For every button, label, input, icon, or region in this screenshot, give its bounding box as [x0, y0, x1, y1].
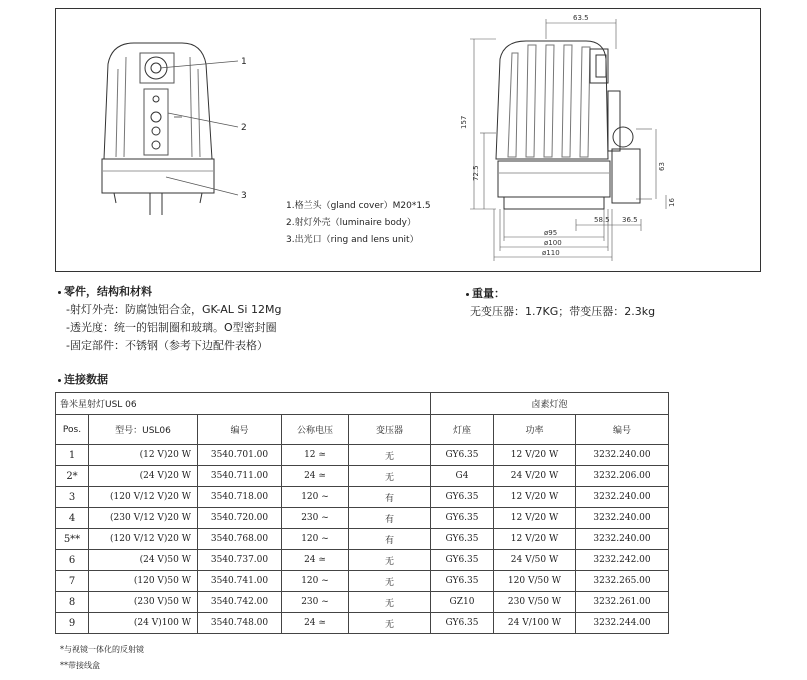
table-row: [56, 445, 669, 466]
connection-title-text: 连接数据: [64, 373, 108, 386]
dim-offset-b: 36.5: [622, 216, 638, 224]
cell-lamp-code: 3232.265.00: [576, 571, 669, 592]
front-view: [102, 43, 238, 215]
part-note-2: 2.射灯外壳（luminaire body）: [286, 218, 416, 228]
cell-power: 24 V/20 W: [494, 466, 576, 487]
cell-transformer: 有: [349, 487, 431, 508]
table-row: [56, 613, 669, 634]
cell-code: 3540.718.00: [198, 487, 282, 508]
cell-pos: 8: [56, 592, 89, 613]
cell-voltage: 230 ~: [282, 592, 349, 613]
cell-code: 3540.720.00: [198, 508, 282, 529]
part-note-1: 1.格兰头（gland cover）M20*1.5: [286, 201, 431, 211]
cell-socket: GY6.35: [431, 613, 494, 634]
header-model: 型号：USL06: [89, 415, 198, 445]
dimension-lines: [470, 19, 666, 261]
cell-voltage: 230 ~: [282, 508, 349, 529]
header-lamp-code: 编号: [576, 415, 669, 445]
dim-dia-outer: ø110: [542, 249, 560, 257]
cell-model: (120 V/12 V)20 W: [89, 487, 198, 508]
footnote-2: **带接线盒: [60, 661, 100, 670]
table-header-row: [56, 415, 669, 445]
cell-model: (120 V)50 W: [89, 571, 198, 592]
cell-lamp-code: 3232.240.00: [576, 445, 669, 466]
cell-lamp-code: 3232.240.00: [576, 487, 669, 508]
cell-pos: 9: [56, 613, 89, 634]
cell-transformer: 无: [349, 550, 431, 571]
cell-pos: 1: [56, 445, 89, 466]
cell-socket: GZ10: [431, 592, 494, 613]
components-title-text: 零件，结构和材料: [64, 285, 152, 298]
cell-lamp-code: 3232.240.00: [576, 529, 669, 550]
cell-model: (230 V/12 V)20 W: [89, 508, 198, 529]
table-row: [56, 487, 669, 508]
cell-socket: GY6.35: [431, 529, 494, 550]
cell-pos: 7: [56, 571, 89, 592]
cell-transformer: 有: [349, 529, 431, 550]
cell-socket: GY6.35: [431, 571, 494, 592]
cell-power: 12 V/20 W: [494, 487, 576, 508]
table-body: [56, 445, 669, 634]
callout-3: 3: [241, 191, 247, 201]
cell-pos: 2*: [56, 466, 89, 487]
cell-code: 3540.768.00: [198, 529, 282, 550]
cell-pos: 3: [56, 487, 89, 508]
cell-model: (230 V)50 W: [89, 592, 198, 613]
cell-power: 12 V/20 W: [494, 508, 576, 529]
cell-code: 3540.737.00: [198, 550, 282, 571]
cell-power: 12 V/20 W: [494, 529, 576, 550]
cell-pos: 6: [56, 550, 89, 571]
header-power: 功率: [494, 415, 576, 445]
cell-socket: GY6.35: [431, 445, 494, 466]
cell-lamp-code: 3232.244.00: [576, 613, 669, 634]
header-code: 编号: [198, 415, 282, 445]
cell-transformer: 无: [349, 445, 431, 466]
components-title: [58, 283, 152, 299]
cell-model: (24 V)20 W: [89, 466, 198, 487]
cell-model: (120 V/12 V)20 W: [89, 529, 198, 550]
cell-power: 12 V/20 W: [494, 445, 576, 466]
cell-model: (12 V)20 W: [89, 445, 198, 466]
dim-bracket-height: 63: [658, 162, 666, 171]
dim-body-height: 72.5: [472, 165, 480, 181]
cell-pos: 4: [56, 508, 89, 529]
table-group-row: [56, 393, 669, 415]
table-row: [56, 466, 669, 487]
dim-dia-mid: ø100: [544, 239, 562, 247]
callout-1: 1: [241, 57, 247, 67]
cell-lamp-code: 3232.242.00: [576, 550, 669, 571]
cell-socket: GY6.35: [431, 508, 494, 529]
cell-power: 230 V/50 W: [494, 592, 576, 613]
dim-foot-height: 16: [668, 198, 676, 207]
group-luminaire: 鲁米星射灯USL 06: [56, 393, 431, 415]
cell-pos: 5**: [56, 529, 89, 550]
side-view: [496, 41, 640, 209]
table-row: [56, 571, 669, 592]
bullet-icon: [58, 291, 61, 294]
component-line-1: -射灯外壳：防腐蚀铝合金，GK-AL Si 12Mg: [66, 303, 282, 316]
bullet-icon: [466, 293, 469, 296]
cell-power: 120 V/50 W: [494, 571, 576, 592]
cell-socket: GY6.35: [431, 550, 494, 571]
cell-transformer: 无: [349, 466, 431, 487]
cell-transformer: 无: [349, 613, 431, 634]
cell-lamp-code: 3232.240.00: [576, 508, 669, 529]
weight-title: [466, 285, 505, 301]
connection-title: [58, 371, 108, 387]
cell-code: 3540.748.00: [198, 613, 282, 634]
cell-socket: GY6.35: [431, 487, 494, 508]
table-row: [56, 508, 669, 529]
part-note-3: 3.出光口（ring and lens unit）: [286, 235, 419, 245]
cell-transformer: 无: [349, 571, 431, 592]
cell-voltage: 12 ≃: [282, 445, 349, 466]
dim-top-width: 63.5: [573, 14, 589, 22]
cell-model: (24 V)100 W: [89, 613, 198, 634]
bullet-icon: [58, 379, 61, 382]
cell-voltage: 120 ~: [282, 529, 349, 550]
cell-socket: G4: [431, 466, 494, 487]
callout-2: 2: [241, 123, 247, 133]
weight-line: 无变压器：1.7KG；带变压器：2.3kg: [470, 305, 656, 318]
cell-voltage: 120 ~: [282, 571, 349, 592]
cell-code: 3540.741.00: [198, 571, 282, 592]
component-line-3: -固定部件：不锈钢（参考下边配件表格）: [66, 339, 268, 352]
cell-code: 3540.742.00: [198, 592, 282, 613]
dim-dia-inner: ø95: [544, 229, 558, 237]
cell-code: 3540.701.00: [198, 445, 282, 466]
cell-code: 3540.711.00: [198, 466, 282, 487]
table-row: [56, 529, 669, 550]
cell-voltage: 120 ~: [282, 487, 349, 508]
cell-lamp-code: 3232.261.00: [576, 592, 669, 613]
cell-voltage: 24 ≃: [282, 466, 349, 487]
connection-data-table: [55, 392, 669, 634]
cell-voltage: 24 ≃: [282, 613, 349, 634]
footnote-1: *与视镜一体化的反射镜: [60, 645, 144, 654]
header-socket: 灯座: [431, 415, 494, 445]
cell-voltage: 24 ≃: [282, 550, 349, 571]
table-row: [56, 592, 669, 613]
component-line-2: -透光度：统一的铝制圈和玻璃。O型密封圈: [66, 321, 277, 334]
header-transformer: 变压器: [349, 415, 431, 445]
cell-power: 24 V/100 W: [494, 613, 576, 634]
cell-transformer: 有: [349, 508, 431, 529]
group-lamp: 卤素灯泡: [431, 393, 669, 415]
dim-total-height: 157: [460, 115, 468, 129]
cell-model: (24 V)50 W: [89, 550, 198, 571]
table-row: [56, 550, 669, 571]
technical-drawing-frame: [55, 8, 761, 272]
header-pos: Pos.: [56, 415, 89, 445]
weight-title-text: 重量：: [472, 287, 505, 300]
cell-transformer: 无: [349, 592, 431, 613]
cell-power: 24 V/50 W: [494, 550, 576, 571]
dim-offset-a: 58.5: [594, 216, 610, 224]
header-voltage: 公称电压: [282, 415, 349, 445]
cell-lamp-code: 3232.206.00: [576, 466, 669, 487]
